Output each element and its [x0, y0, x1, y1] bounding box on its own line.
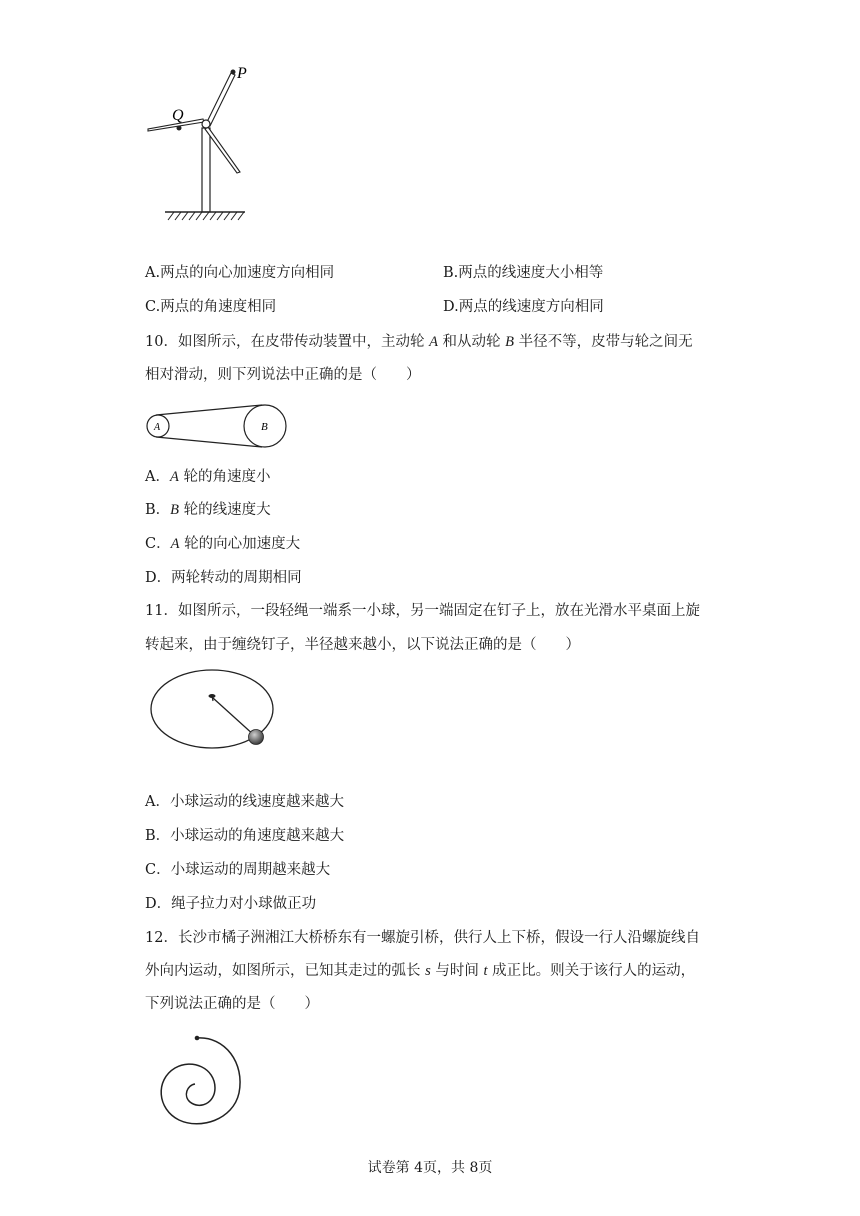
label-q: Q — [172, 107, 184, 124]
q10-option-a[interactable]: A．A 轮的角速度小 — [145, 469, 271, 485]
q9-option-b[interactable]: B.两点的线速度大小相等 — [443, 265, 604, 281]
belt-drive-figure — [140, 398, 300, 458]
q11-option-a[interactable]: A．小球运动的线速度越来越大 — [145, 794, 344, 810]
label-b: B — [261, 421, 268, 433]
string-ball-figure — [145, 663, 280, 763]
spiral-figure — [145, 1028, 255, 1138]
q11-option-b[interactable]: B．小球运动的角速度越来越大 — [145, 828, 345, 844]
q9-option-c[interactable]: C.两点的角速度相同 — [145, 299, 277, 315]
q11-option-d[interactable]: D．绳子拉力对小球做正功 — [145, 896, 317, 912]
q10-option-c[interactable]: C．A 轮的向心加速度大 — [145, 536, 301, 552]
page-footer: 试卷第 4页，共 8页 — [367, 1160, 493, 1176]
windmill-figure — [140, 60, 260, 225]
q10-stem-line1: 10．如图所示，在皮带传动装置中，主动轮 A 和从动轮 B 半径不等，皮带与轮之间无 — [145, 334, 693, 350]
q12-stem-line3: 下列说法正确的是（ ） — [145, 996, 319, 1012]
q9-option-a[interactable]: A.两点的向心加速度方向相同 — [145, 265, 335, 281]
label-p: P — [237, 65, 247, 82]
q11-stem-line1: 11．如图所示，一段轻绳一端系一小球，另一端固定在钉子上，放在光滑水平桌面上旋 — [145, 603, 700, 619]
q12-stem-line2: 外向内运动，如图所示，已知其走过的弧长 s 与时间 t 成正比。则关于该行人的运动， — [145, 963, 696, 979]
q9-option-d[interactable]: D.两点的线速度方向相同 — [443, 299, 604, 315]
q10-option-d[interactable]: D．两轮转动的周期相同 — [145, 570, 302, 586]
q10-stem-line2: 相对滑动，则下列说法中正确的是（ ） — [145, 367, 421, 383]
q11-option-c[interactable]: C．小球运动的周期越来越大 — [145, 862, 331, 878]
label-a: A — [154, 422, 161, 433]
q10-option-b[interactable]: B．B 轮的线速度大 — [145, 502, 271, 518]
q11-stem-line2: 转起来，由于缠绕钉子，半径越来越小，以下说法正确的是（ ） — [145, 637, 580, 653]
q12-stem-line1: 12．长沙市橘子洲湘江大桥桥东有一螺旋引桥，供行人上下桥，假设一行人沿螺旋线自 — [145, 930, 700, 946]
